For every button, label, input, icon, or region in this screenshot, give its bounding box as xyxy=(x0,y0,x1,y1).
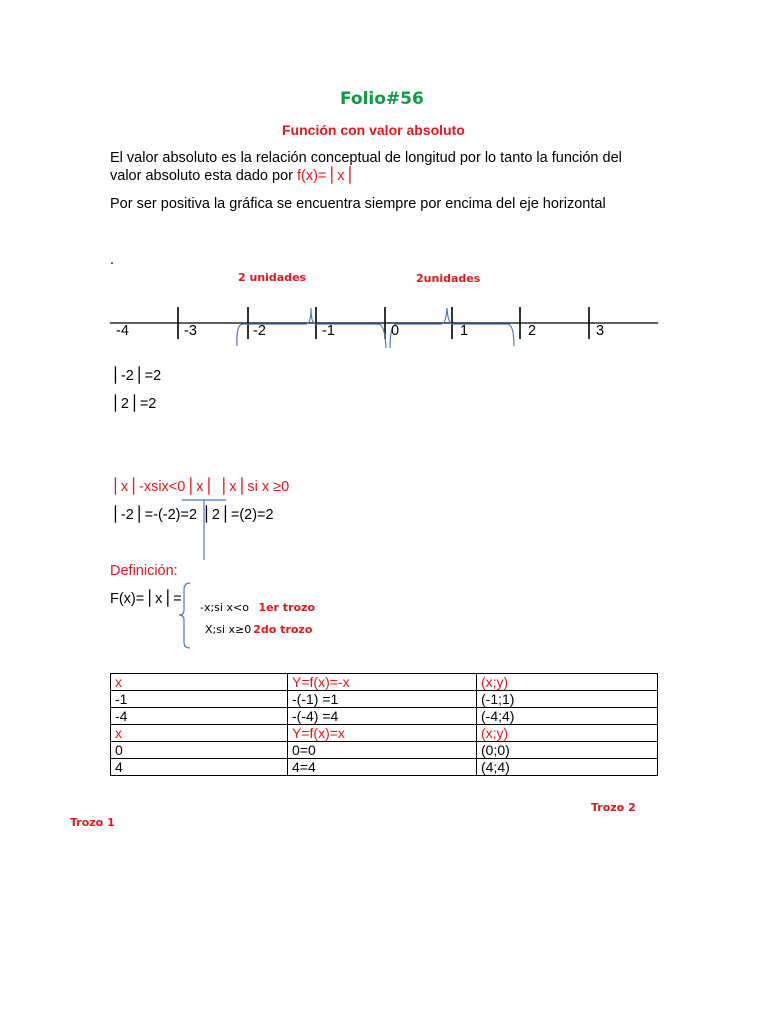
table-cell: (x;y) xyxy=(477,725,658,742)
table-row xyxy=(111,691,658,708)
table-cell: 4=4 xyxy=(288,759,477,776)
table-cell: (4;4) xyxy=(477,759,658,776)
piece-one-tag: 1er trozo xyxy=(258,601,316,614)
table-row xyxy=(111,742,658,759)
table-cell: (-4;4) xyxy=(477,708,658,725)
table-cell: x xyxy=(111,725,288,742)
table-cell: -(-4) =4 xyxy=(288,708,477,725)
positivity-note: Por ser positiva la gráfica se encuentra siempre por encima del eje horizontal xyxy=(110,196,606,212)
trozo-2-label: Trozo 2 xyxy=(591,801,636,814)
rule-connector xyxy=(180,496,230,566)
tick-label: -3 xyxy=(184,323,197,339)
table-cell: -(-1) =1 xyxy=(288,691,477,708)
table-cell: 0 xyxy=(111,742,288,759)
rule-definition: ⎪x⎪-xsix<0⎪x⎪ ⎪x⎪si x ≥0 xyxy=(110,479,290,495)
intro-line-1: El valor absoluto es la relación conceptual de longitud por lo tanto la función del xyxy=(110,150,622,166)
tick-label: 3 xyxy=(596,323,605,339)
tick-label: 1 xyxy=(460,323,469,339)
example-neg-two: ⎪-2⎪=2 xyxy=(110,368,162,384)
table-cell: 0=0 xyxy=(288,742,477,759)
piece-two-expr: X;si x≥0 xyxy=(205,623,252,636)
page-subtitle: Función con valor absoluto xyxy=(282,122,465,138)
tick-label: 2 xyxy=(528,323,537,339)
function-notation: f(x)=⎪x⎪ xyxy=(297,168,356,184)
tick-label: 0 xyxy=(391,323,400,339)
tick-label: -1 xyxy=(322,323,335,339)
values-table xyxy=(110,673,658,776)
intro-line-2-text: valor absoluto esta dado por xyxy=(110,168,298,184)
table-row xyxy=(111,725,658,742)
table-cell: (0;0) xyxy=(477,742,658,759)
tick-label: -2 xyxy=(253,323,266,339)
annotation-left: 2 unidades xyxy=(238,271,307,284)
table-cell: -4 xyxy=(111,708,288,725)
intro-line-2 xyxy=(110,168,355,184)
table-cell: Y=f(x)=x xyxy=(288,725,477,742)
example-two: ⎪2⎪=2 xyxy=(110,396,157,412)
piece-one xyxy=(200,601,315,614)
table-cell: (-1;1) xyxy=(477,691,658,708)
tick-label: -4 xyxy=(116,323,129,339)
trozo-1-label: Trozo 1 xyxy=(70,816,115,829)
page-title: Folio#56 xyxy=(340,89,424,109)
table-cell: Y=f(x)=-x xyxy=(288,674,477,691)
table-row xyxy=(111,759,658,776)
piece-two xyxy=(205,623,312,636)
annotation-right: 2unidades xyxy=(416,272,481,285)
stray-dot: . xyxy=(110,252,115,268)
table-cell: 4 xyxy=(111,759,288,776)
definition-brace xyxy=(176,580,196,652)
rule-example: ⎪-2⎪=-(-2)=2 ⎪2⎪=(2)=2 xyxy=(110,507,274,523)
definition-label: Definición: xyxy=(110,563,178,579)
table-cell: x xyxy=(111,674,288,691)
table-cell: (x;y) xyxy=(477,674,658,691)
table-row xyxy=(111,708,658,725)
table-cell: -1 xyxy=(111,691,288,708)
piece-two-tag: 2do trozo xyxy=(253,623,313,636)
piece-one-expr: -x;si x<o xyxy=(200,601,249,614)
table-row xyxy=(111,674,658,691)
definition-formula: F(x)=⎪x⎪= xyxy=(110,591,182,607)
